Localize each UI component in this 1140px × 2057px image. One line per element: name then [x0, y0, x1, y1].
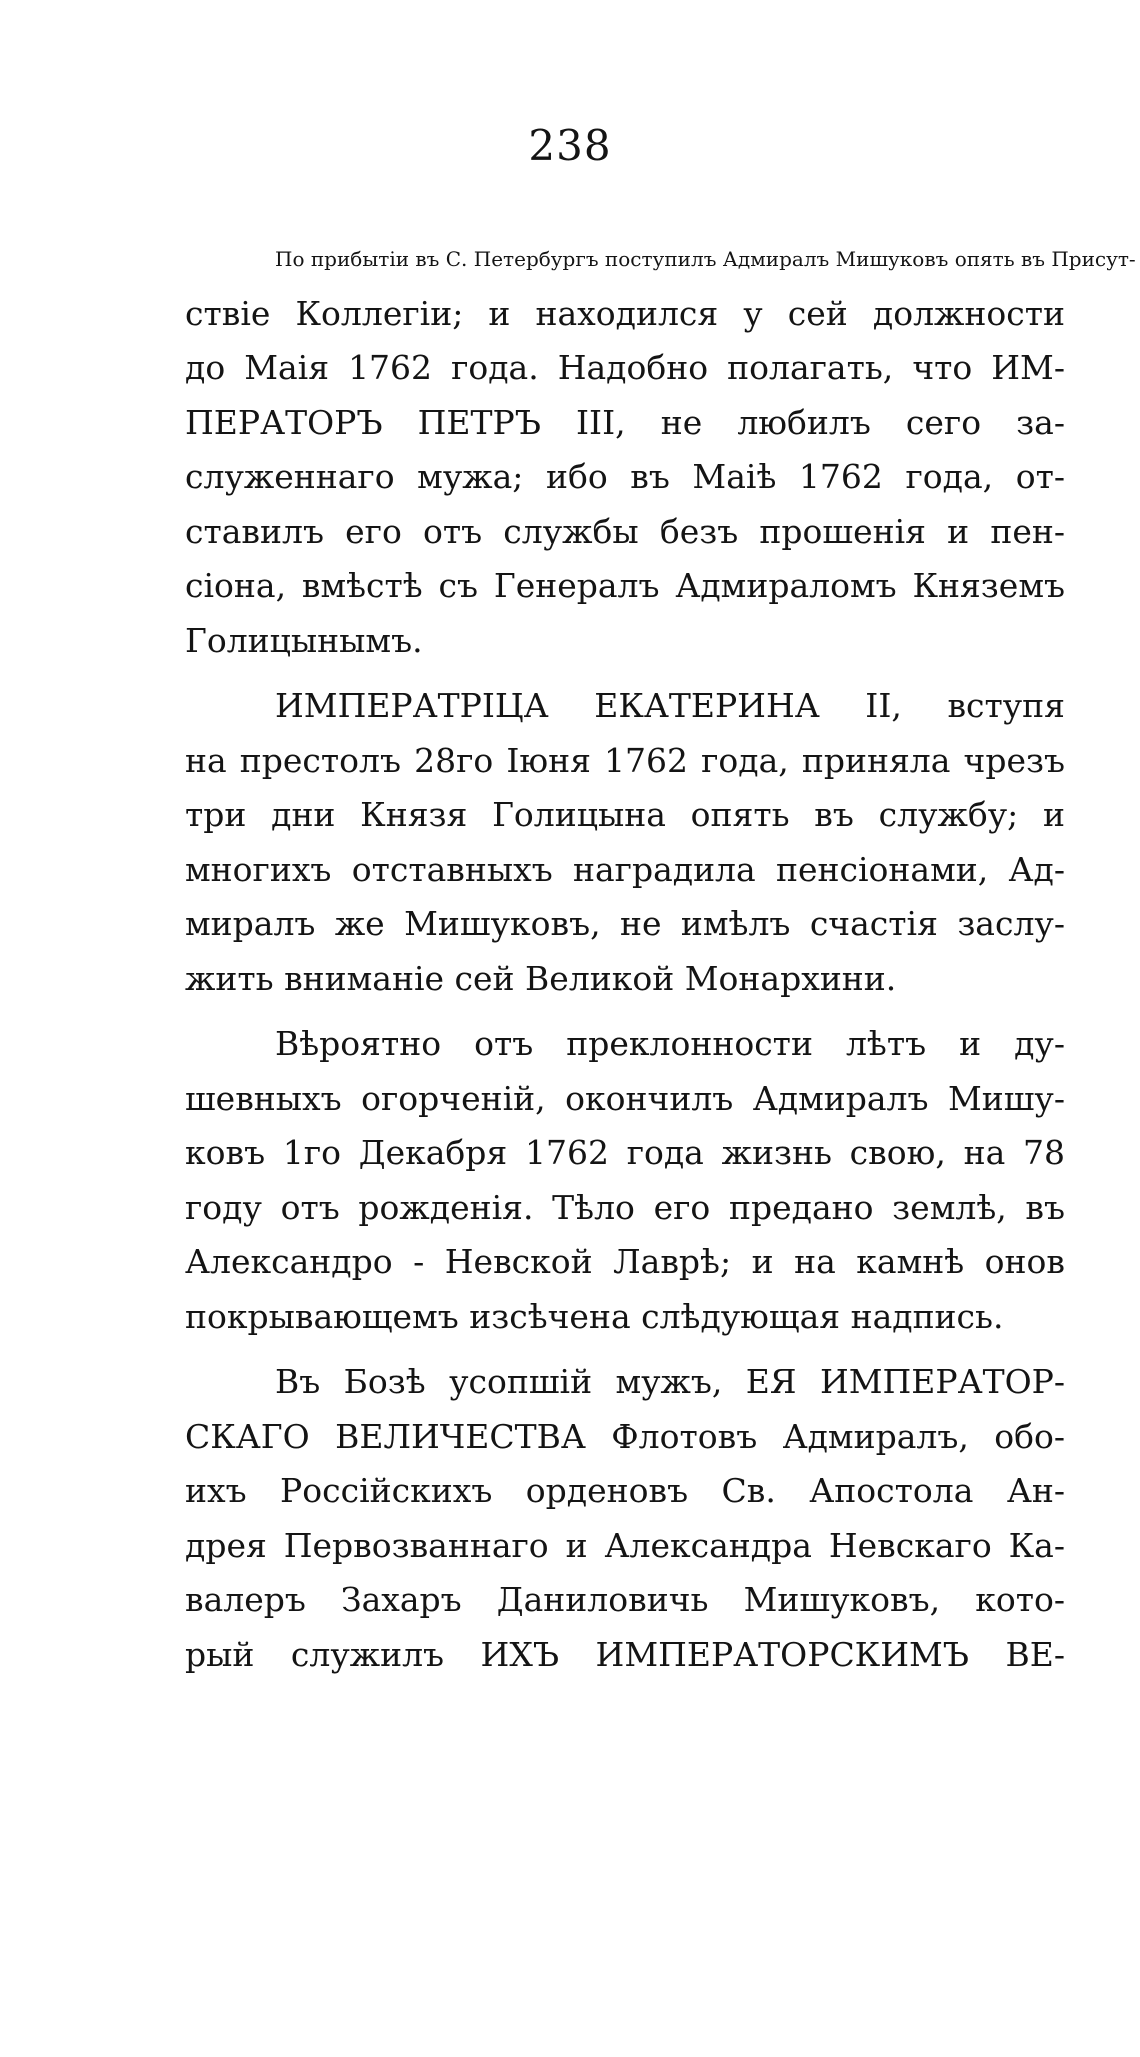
- text-body: [185, 232, 1136, 1682]
- paragraph-4: [185, 1355, 1065, 1682]
- text-line: ставилъ его отъ службы безъ прошенія и пен-: [185, 511, 1065, 551]
- paragraph-1: [185, 232, 1136, 668]
- text-line: до Маія 1762 года. Надобно полагать, что ИМ-: [185, 348, 1065, 387]
- text-line: Вѣроятно отъ преклонности лѣтъ и ду-: [275, 1024, 1065, 1063]
- text-line: миралъ же Мишуковъ, не имѣлъ счастія заслу-: [185, 904, 1065, 943]
- text-line: Александро - Невской Лаврѣ; и на камнѣ онов: [185, 1242, 1065, 1281]
- text-line: валеръ Захаръ Даниловичь Мишуковъ, кото-: [185, 1580, 1065, 1619]
- text-line: Въ Бозѣ усопшій мужъ, ЕЯ ИМПЕРАТОР-: [275, 1362, 1065, 1401]
- text-line: три дни Князя Голицына опять въ службу; и: [185, 795, 1065, 834]
- paragraph-3: [185, 1017, 1065, 1344]
- text-line: шевныхъ огорченій, окончилъ Адмиралъ Мишу-: [185, 1078, 1065, 1118]
- text-line: сіона, вмѣстѣ съ Генералъ Адмираломъ Княземъ: [185, 566, 1065, 605]
- text-line: на престолъ 28го Іюня 1762 года, приняла чрезъ: [185, 740, 1065, 780]
- text-line: жить вниманіе сей Великой Монархини.: [185, 958, 897, 998]
- page-number: 238: [528, 121, 612, 170]
- text-line: ковъ 1го Декабря 1762 года жизнь свою, на 78: [185, 1133, 1065, 1172]
- text-line: дрея Первозваннаго и Александра Невскаго Ка-: [185, 1525, 1065, 1565]
- text-line: служеннаго мужа; ибо въ Маіѣ 1762 года, от-: [185, 457, 1065, 496]
- text-line: рый служилъ ИХЪ ИМПЕРАТОРСКИМЪ ВЕ-: [185, 1634, 1065, 1674]
- text-line: многихъ отставныхъ наградила пенсіонами, Ад-: [185, 849, 1065, 889]
- paragraph-2: [185, 679, 1065, 1006]
- text-line: По прибытіи въ С. Петербургъ поступилъ Адмиралъ Мишуковъ опять въ Присут-: [275, 247, 1136, 271]
- text-line: СКАГО ВЕЛИЧЕСТВА Флотовъ Адмиралъ, обо-: [185, 1416, 1065, 1456]
- text-line: ПЕРАТОРЪ ПЕТРЪ III, не любилъ сего за-: [185, 402, 1065, 442]
- text-line: ихъ Россійскихъ орденовъ Св. Апостола Ан-: [185, 1471, 1065, 1510]
- text-line: году отъ рожденія. Тѣло его предано землѣ, въ: [185, 1187, 1065, 1227]
- text-line: покрывающемъ изсѣчена слѣдующая надпись.: [185, 1296, 1004, 1336]
- text-line: Голицынымъ.: [185, 620, 423, 660]
- text-line: ствіе Коллегіи; и находился у сей должности: [185, 293, 1065, 333]
- text-line: ИМПЕРАТРІЦА ЕКАТЕРИНА II, вступя: [275, 686, 1065, 725]
